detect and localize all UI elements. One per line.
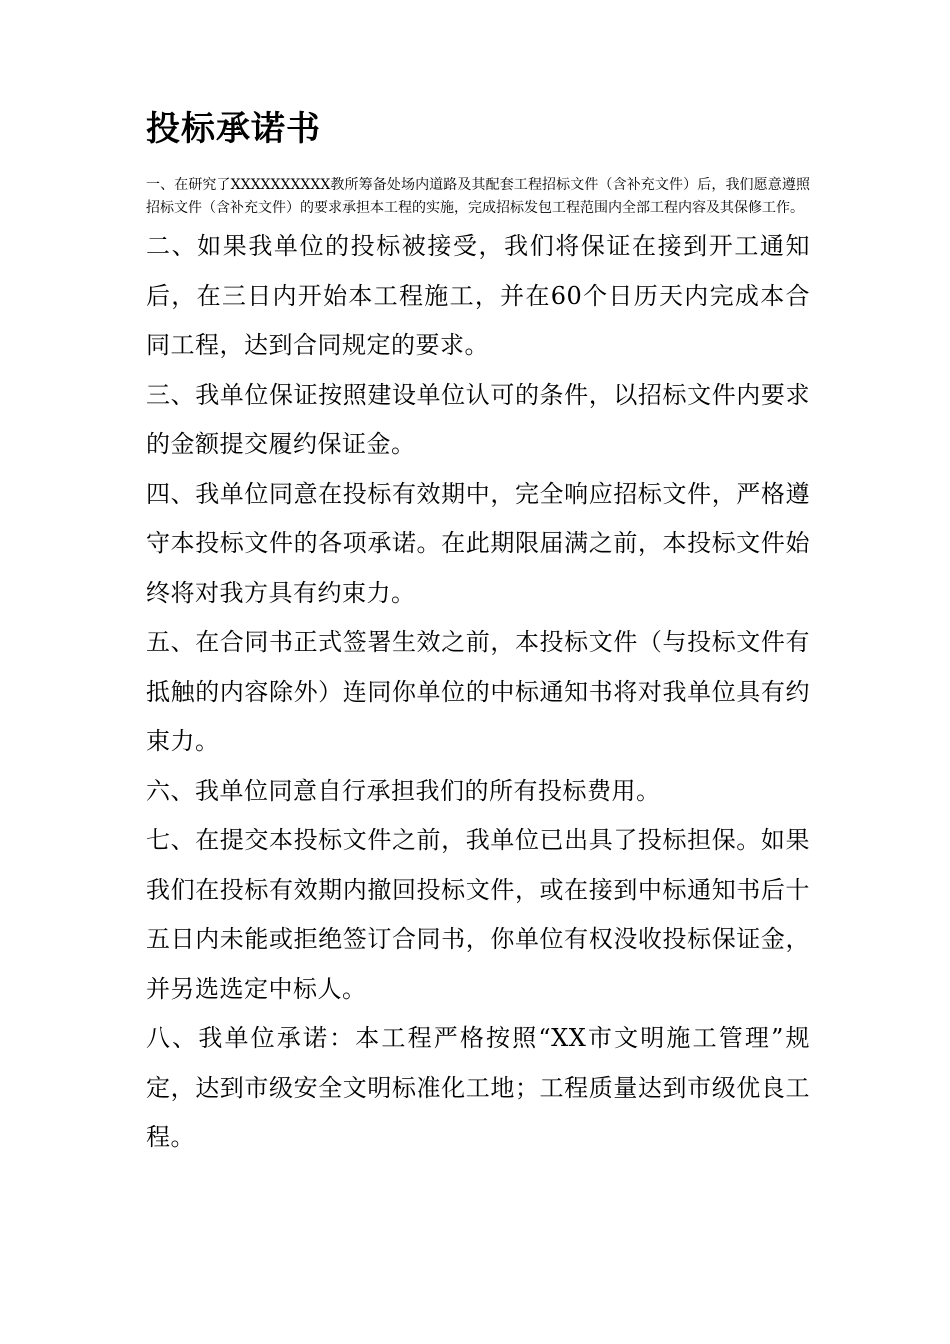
clause-7: 七、在提交本投标文件之前，我单位已出具了投标担保。如果我们在投标有效期内撤回投标文件，或在接到中标通知书后十五日内未能或拒绝签订合同书，你单位有权没收投标保证金，并另选选定中标人。: [146, 826, 810, 1003]
document-title: 投标承诺书: [146, 109, 321, 149]
clause-3: 三、我单位保证按照建设单位认可的条件，以招标文件内要求的金额提交履约保证金。: [146, 380, 810, 458]
clause-6: 六、我单位同意自行承担我们的所有投标费用。: [146, 776, 661, 805]
clause-2: 二、如果我单位的投标被接受，我们将保证在接到开工通知后，在三日内开始本工程施工，并在60个日历天内完成本合同工程，达到合同规定的要求。: [146, 232, 810, 359]
document-page: [146, 104, 810, 1163]
clause-5: 五、在合同书正式签署生效之前，本投标文件（与投标文件有抵触的内容除外）连同你单位的中标通知书将对我单位具有约束力。: [146, 628, 810, 755]
clause-8: 八、我单位承诺：本工程严格按照“XX市文明施工管理”规定，达到市级安全文明标准化工地；工程质量达到市级优良工程。: [146, 1024, 810, 1151]
clause-4: 四、我单位同意在投标有效期中，完全响应招标文件，严格遵守本投标文件的各项承诺。在此期限届满之前，本投标文件始终将对我方具有约束力。: [146, 479, 810, 607]
clause-list: [146, 222, 810, 1163]
intro-paragraph: 一、在研究了XXXXXXXXXX教所筹备处场内道路及其配套工程招标文件（含补充文件）后，我们愿意遵照招标文件（含补充文件）的要求承担本工程的实施，完成招标发包工程范围内全部工程内容及其保修工作。: [146, 177, 810, 216]
